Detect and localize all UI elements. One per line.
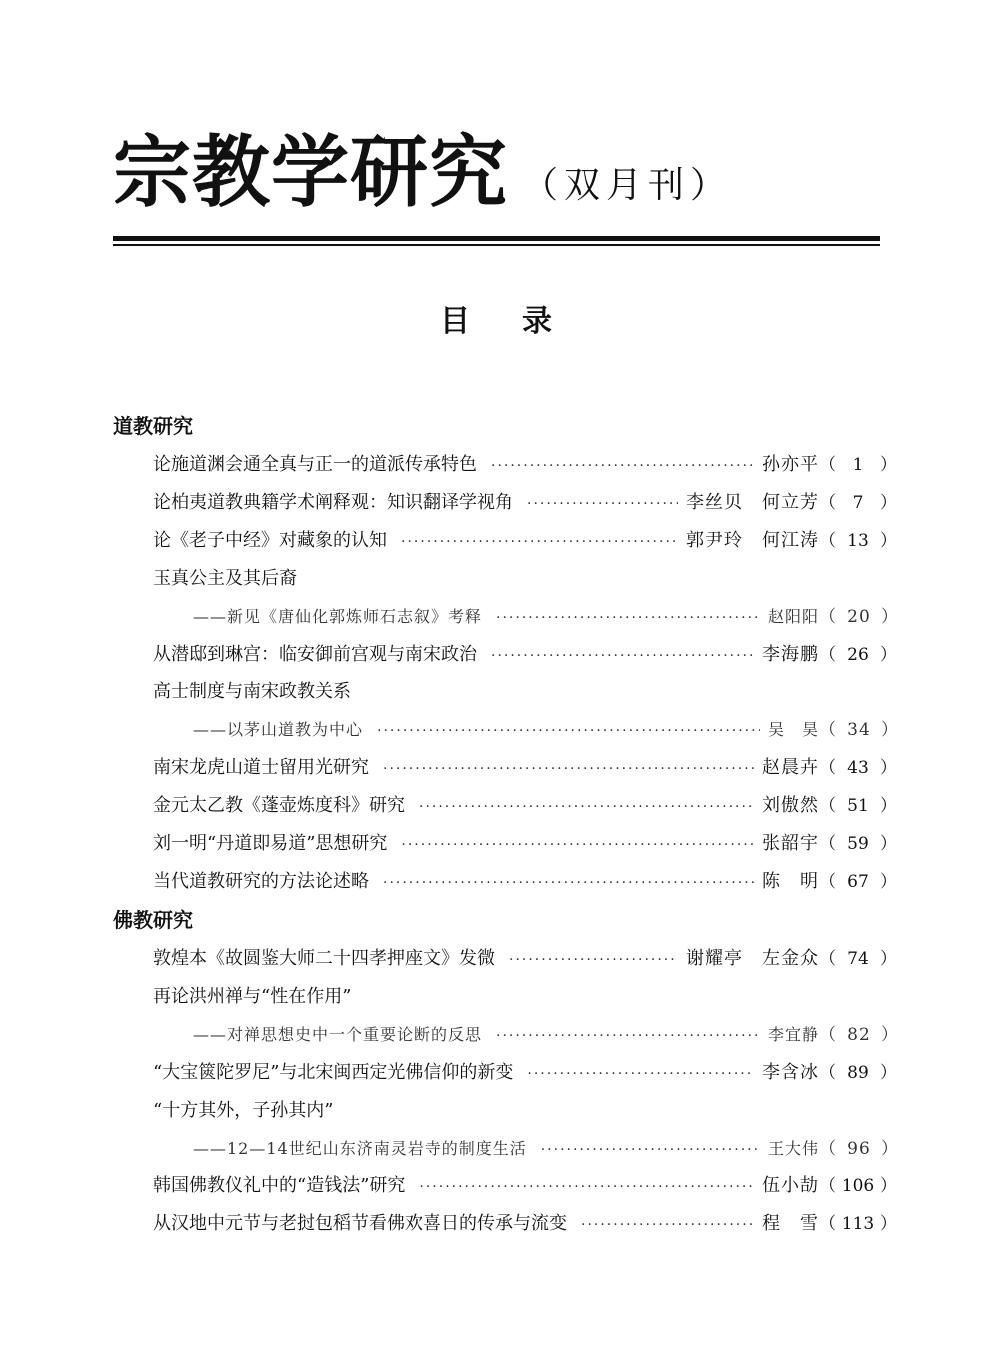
- page-number: 13: [847, 530, 869, 551]
- toc-entry: [153, 944, 897, 970]
- toc-entry: [153, 677, 881, 703]
- entry-title: ——以茅山道教为中心: [193, 720, 364, 740]
- leader-dots: [377, 723, 760, 739]
- entry-author: 赵晨卉: [762, 757, 819, 779]
- masthead: [113, 128, 732, 218]
- entry-title: 论《老子中经》对藏象的认知: [153, 529, 387, 551]
- entry-page: （ 26 ）: [819, 644, 897, 665]
- entry-page: （ 74 ）: [819, 949, 897, 969]
- leader-dots: [383, 875, 754, 891]
- leader-dots: [581, 1217, 754, 1233]
- entry-page: （ 106 ）: [819, 1176, 897, 1197]
- toc-heading: 目录: [440, 304, 604, 339]
- leader-dots: [496, 610, 760, 626]
- entry-author: 吴 昊: [767, 720, 819, 740]
- entry-author: 谢耀亭 左金众: [686, 948, 819, 969]
- page-number: 26: [847, 644, 869, 665]
- entry-author: 陈 明: [762, 870, 819, 892]
- leader-dots: [401, 534, 678, 550]
- page-number: 34: [847, 720, 871, 741]
- page-number: 82: [847, 1024, 871, 1045]
- entry-title: 当代道教研究的方法论述略: [153, 870, 369, 892]
- entry-author: 刘傲然: [762, 795, 819, 817]
- entry-page: （ 59 ）: [819, 834, 897, 854]
- toc-entry-subtitle: [193, 1020, 899, 1046]
- toc-entry: [153, 829, 897, 855]
- entry-title: ——新见《唐仙化郭炼师石志叙》考释: [193, 606, 483, 626]
- leader-dots: [527, 496, 678, 512]
- leader-dots: [401, 837, 754, 853]
- entry-author: 李丝贝 何立芳: [686, 491, 819, 513]
- entry-title: 论柏夷道教典籍学术阐释观：知识翻译学视角: [153, 491, 513, 513]
- entry-page: （ 96 ）: [819, 1138, 899, 1159]
- toc-entry-subtitle: [193, 1134, 899, 1160]
- leader-dots: [491, 458, 754, 474]
- leader-dots: [509, 952, 678, 968]
- entry-title: 韩国佛教仪礼中的“造钱法”研究: [153, 1175, 406, 1197]
- entry-title: ——12—14世纪山东济南灵岩寺的制度生活: [193, 1138, 527, 1158]
- leader-dots: [496, 1028, 760, 1044]
- entry-title: 从汉地中元节与老挝包稻节看佛欢喜日的传承与流变: [153, 1213, 567, 1235]
- toc-entry: [153, 867, 897, 893]
- page-number: 74: [847, 949, 869, 969]
- page-number: 96: [847, 1138, 871, 1159]
- leader-dots: [419, 799, 754, 815]
- page-number: 106: [841, 1176, 875, 1197]
- toc-entry-subtitle: [193, 715, 899, 741]
- toc-entry: [153, 488, 897, 514]
- toc-entry: [153, 640, 897, 666]
- entry-title: ——对禅思想史中一个重要论断的反思: [193, 1024, 483, 1044]
- toc-entry: [153, 450, 897, 476]
- entry-author: 伍小劼: [762, 1175, 819, 1197]
- toc-entry-subtitle: [193, 602, 899, 628]
- entry-page: （ 113 ）: [819, 1214, 897, 1235]
- entry-author: 李海鹏: [762, 643, 819, 665]
- page-number: 51: [847, 796, 869, 817]
- entry-page: （ 1 ）: [819, 455, 897, 475]
- entry-page: （ 67 ）: [819, 871, 897, 892]
- page-number: 113: [841, 1214, 875, 1235]
- page-number: 67: [847, 871, 869, 892]
- page-number: 7: [852, 492, 864, 513]
- entry-author: 郭尹玲 何江涛: [686, 529, 819, 551]
- leader-dots: [383, 761, 754, 777]
- entry-title: “大宝篋陀罗尼”与北宋闽西定光佛信仰的新变: [153, 1061, 514, 1083]
- leader-dots: [527, 1066, 754, 1082]
- journal-title: 宗教学研究: [113, 127, 509, 218]
- entry-page: （ 20 ）: [819, 606, 899, 627]
- entry-title: 再论洪州禅与“性在作用”: [153, 985, 352, 1007]
- toc-entry: [153, 1096, 881, 1122]
- page-number: 1: [852, 455, 864, 475]
- leader-dots: [491, 648, 754, 664]
- entry-page: （ 89 ）: [819, 1062, 897, 1083]
- entry-page: （ 13 ）: [819, 530, 897, 551]
- header-rule-thick: [113, 236, 880, 241]
- toc-entry: [153, 982, 881, 1008]
- section-title: 佛教研究: [113, 908, 193, 932]
- page-number: 43: [847, 758, 869, 779]
- header-rule-thin: [113, 244, 880, 246]
- entry-page: （ 7 ）: [819, 492, 897, 513]
- leader-dots: [541, 1142, 760, 1158]
- entry-author: 李含冰: [762, 1061, 819, 1083]
- journal-frequency: （双月刊）: [522, 165, 733, 206]
- entry-author: 王大伟: [767, 1138, 819, 1158]
- entry-title: 高士制度与南宋政教关系: [153, 681, 351, 703]
- toc-entry: [153, 564, 881, 590]
- toc-entry: [153, 1171, 897, 1197]
- toc-entry: [153, 1209, 897, 1235]
- entry-title: “十方其外，子孙其内”: [153, 1099, 334, 1121]
- page-number: 20: [847, 606, 871, 627]
- entry-title: 刘一明“丹道即易道”思想研究: [153, 833, 388, 854]
- entry-title: 从潜邸到琳宫：临安御前宫观与南宋政治: [153, 643, 477, 665]
- entry-title: 金元太乙教《蓬壶炼度科》研究: [153, 795, 405, 817]
- section-title: 道教研究: [113, 414, 193, 438]
- page-number: 89: [847, 1062, 869, 1083]
- toc-entry: [153, 1058, 897, 1084]
- entry-page: （ 43 ）: [819, 758, 897, 779]
- toc-entry: [153, 791, 897, 817]
- leader-dots: [419, 1179, 754, 1195]
- entry-author: 程 雪: [762, 1213, 819, 1235]
- entry-title: 论施道渊会通全真与正一的道派传承特色: [153, 454, 477, 475]
- toc-entry: [153, 526, 897, 552]
- entry-title: 南宋龙虎山道士留用光研究: [153, 757, 369, 779]
- entry-author: 赵阳阳: [767, 606, 819, 626]
- entry-author: 李宜静: [767, 1024, 819, 1044]
- entry-page: （ 82 ）: [819, 1024, 899, 1045]
- entry-author: 张韶宇: [762, 833, 819, 854]
- page-number: 59: [847, 834, 869, 854]
- toc-entry: [153, 753, 897, 779]
- entry-page: （ 34 ）: [819, 720, 899, 741]
- entry-title: 玉真公主及其后裔: [153, 567, 297, 589]
- entry-page: （ 51 ）: [819, 796, 897, 817]
- entry-title: 敦煌本《故圆鉴大师二十四孝押座文》发微: [153, 948, 495, 969]
- entry-author: 孙亦平: [762, 454, 819, 475]
